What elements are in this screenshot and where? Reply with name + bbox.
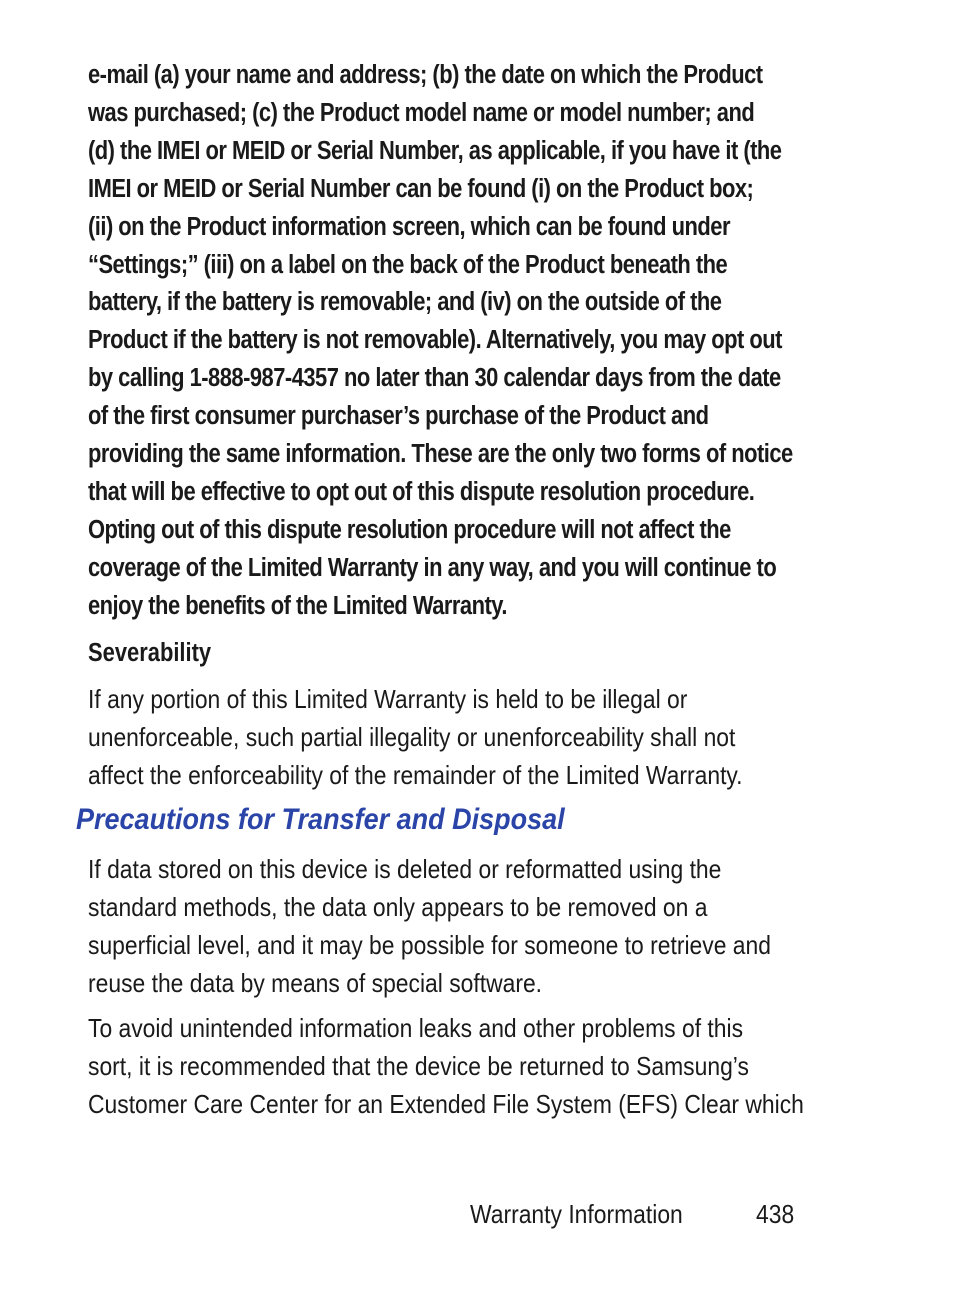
text-line: that will be effective to opt out of this dispute resolution procedure. <box>88 477 755 506</box>
text-line: “Settings;” (iii) on a label on the back of the Product beneath the <box>88 250 728 279</box>
opt-out-paragraph <box>88 57 858 626</box>
text-line: To avoid unintended information leaks and other problems of this <box>88 1013 744 1043</box>
page-number: 438 <box>756 1199 795 1229</box>
text-line: IMEI or MEID or Serial Number can be found (i) on the Product box; <box>88 174 754 203</box>
severability-heading: Severability <box>88 639 212 667</box>
text-line: battery, if the battery is removable; and (iv) on the outside of the <box>88 288 722 317</box>
text-line: unenforceable, such partial illegality or unenforceability shall not <box>88 722 736 752</box>
text-line: sort, it is recommended that the device be returned to Samsung’s <box>88 1051 749 1081</box>
footer-section-label: Warranty Information <box>470 1199 683 1229</box>
precautions-paragraph-2 <box>88 1009 804 1123</box>
text-line: If any portion of this Limited Warranty is held to be illegal or <box>88 684 688 714</box>
text-line: reuse the data by means of special software. <box>88 968 543 998</box>
text-line: If data stored on this device is deleted or reformatted using the <box>88 854 722 884</box>
text-line: was purchased; (c) the Product model name or model number; and <box>88 98 755 127</box>
text-line: enjoy the benefits of the Limited Warranty. <box>88 591 507 620</box>
text-line: (d) the IMEI or MEID or Serial Number, as applicable, if you have it (the <box>88 136 782 165</box>
text-line: (ii) on the Product information screen, which can be found under <box>88 212 730 241</box>
text-line: standard methods, the data only appears to be removed on a <box>88 892 708 922</box>
text-line: e-mail (a) your name and address; (b) the date on which the Product <box>88 61 763 89</box>
text-line: superficial level, and it may be possible for someone to retrieve and <box>88 930 771 960</box>
section-title: Precautions for Transfer and Disposal <box>76 803 565 836</box>
severability-paragraph <box>88 680 743 794</box>
text-line: Product if the battery is not removable). Alternatively, you may opt out <box>88 326 782 355</box>
text-line: Customer Care Center for an Extended File System (EFS) Clear which <box>88 1089 804 1119</box>
text-line: affect the enforceability of the remainder of the Limited Warranty. <box>88 760 743 790</box>
text-line: Opting out of this dispute resolution procedure will not affect the <box>88 515 731 544</box>
precautions-paragraph-1 <box>88 850 771 1002</box>
text-line: by calling 1-888-987-4357 no later than 30 calendar days from the date <box>88 364 781 393</box>
text-line: of the first consumer purchaser’s purchase of the Product and <box>88 402 709 431</box>
text-line: coverage of the Limited Warranty in any way, and you will continue to <box>88 553 777 582</box>
text-line: providing the same information. These are the only two forms of notice <box>88 440 793 469</box>
